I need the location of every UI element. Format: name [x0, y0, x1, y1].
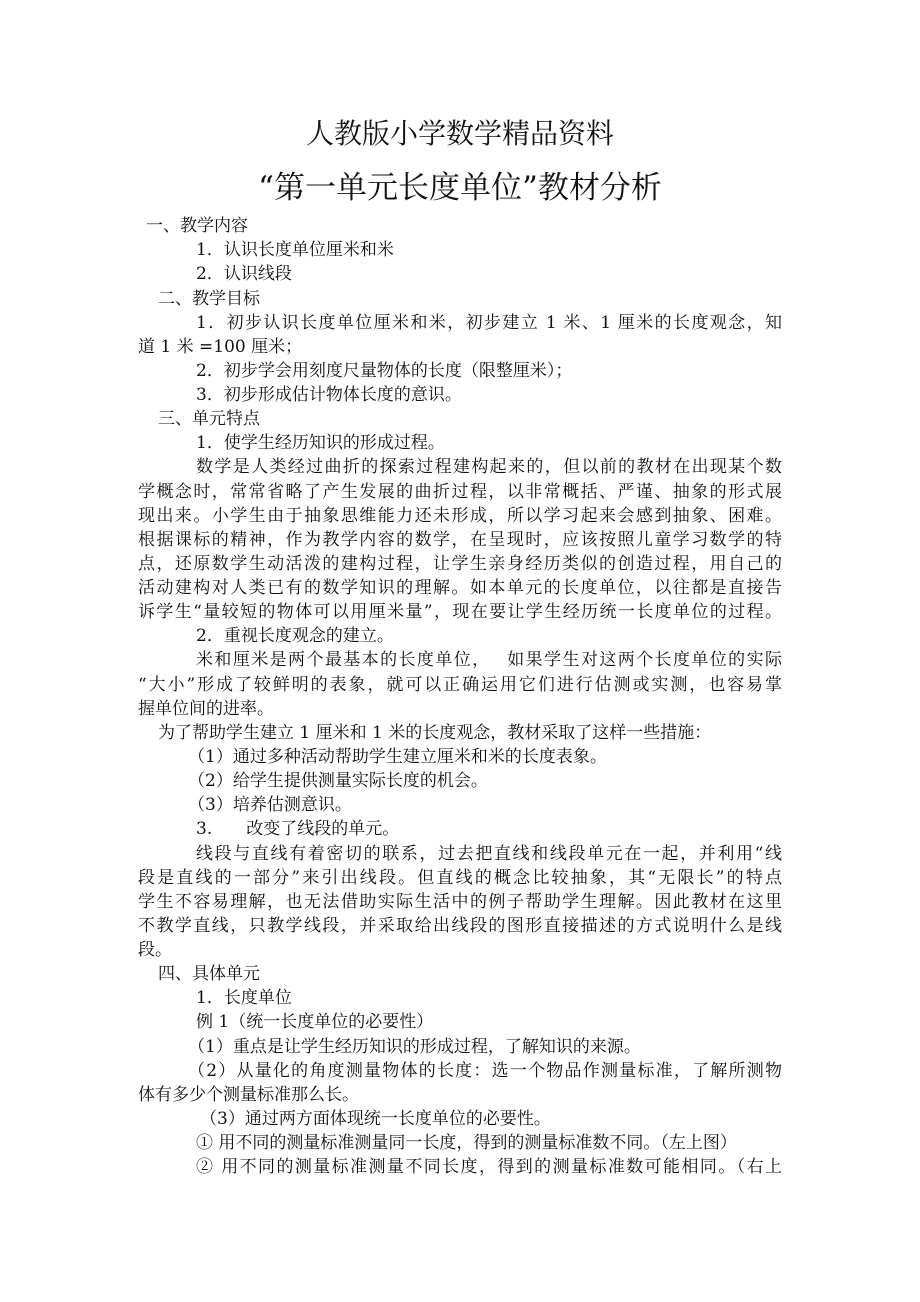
text-line: 线段与直线有着密切的联系，过去把直线和线段单元在一起，并利用“线 — [196, 844, 782, 864]
document-subtitle: “第一单元长度单位”教材分析 — [258, 170, 662, 206]
text-line: 体有多少个测量标准那么长。 — [138, 1085, 359, 1105]
text-line: 米和厘米是两个最基本的长度单位， 如果学生对这两个长度单位的实际 — [196, 650, 782, 670]
list-item: ① 用不同的测量标准测量同一长度，得到的测量标准数不同。（左上图） — [196, 1133, 737, 1153]
section-heading: 四、具体单元 — [158, 964, 260, 984]
text-line: 为了帮助学生建立 1 厘米和 1 米的长度观念，教材采取了这样一些措施： — [158, 723, 712, 743]
text-line: 段是直线的一部分”来引出线段。但直线的概念比较抽象，其“无限长”的特点 — [138, 868, 782, 888]
section-heading: 三、单元特点 — [158, 409, 260, 429]
list-item: 2．认识线段 — [196, 264, 292, 284]
list-item: 例 1（统一长度单位的必要性） — [196, 1012, 434, 1032]
text-line: 现出来。小学生由于抽象思维能力还未形成，所以学习起来会感到抽象、困难。 — [138, 506, 782, 526]
list-item: （2）给学生提供测量实际长度的机会。 — [188, 771, 488, 791]
text-line: 不教学直线，只教学线段，并采取给出线段的图形直接描述的方式说明什么是线 — [138, 916, 782, 936]
list-item: 1．使学生经历知识的形成过程。 — [196, 433, 445, 453]
text-line: 道 1 米 =100 厘米； — [138, 337, 303, 357]
text-line: 数学是人类经过曲折的探索过程建构起来的，但以前的教材在出现某个数 — [196, 457, 782, 477]
text-line: 1．初步认识长度单位厘米和米，初步建立 1 米、1 厘米的长度观念，知 — [196, 313, 782, 333]
section-heading: 一、教学内容 — [146, 216, 248, 236]
text-line: （2）从量化的角度测量物体的长度：选一个物品作测量标准，了解所测物 — [188, 1061, 782, 1081]
text-line: 学生不容易理解，也无法借助实际生活中的例子帮助学生理解。因此教材在这里 — [138, 892, 782, 912]
text-line: “大小”形成了较鲜明的表象，就可以正确运用它们进行估测或实测，也容易掌 — [138, 675, 782, 695]
text-line: 握单位间的进率。 — [138, 699, 274, 719]
list-item: 1．认识长度单位厘米和米 — [196, 240, 394, 260]
list-item: ② 用不同的测量标准测量不同长度，得到的测量标准数可能相同。（右上 — [196, 1157, 782, 1177]
text-line: 学概念时，常常省略了产生发展的曲折过程，以非常概括、严谨、抽象的形式展 — [138, 482, 782, 502]
section-heading: 二、教学目标 — [158, 289, 260, 309]
list-item: 3．初步形成估计物体长度的意识。 — [196, 385, 462, 405]
list-item: 2．初步学会用刻度尺量物体的长度（限整厘米）； — [196, 361, 573, 381]
list-item: （1）重点是让学生经历知识的形成过程，了解知识的来源。 — [188, 1037, 641, 1057]
text-line: 活动建构对人类已有的数学知识的理解。如本单元的长度单位，以往都是直接告 — [138, 578, 782, 598]
list-item: （3）培养估测意识。 — [188, 795, 352, 815]
list-item: （1）通过多种活动帮助学生建立厘米和米的长度表象。 — [188, 747, 607, 767]
list-item: 2．重视长度观念的建立。 — [196, 626, 394, 646]
text-line: 诉学生“量较短的物体可以用厘米量”，现在要让学生经历统一长度单位的过程。 — [138, 602, 782, 622]
text-line: 点，还原数学生动活泼的建构过程，让学生亲身经历类似的创造过程，用自己的 — [138, 554, 782, 574]
text-line: 根据课标的精神，作为教学内容的数学，在呈现时，应该按照儿童学习数学的特 — [138, 530, 782, 550]
document-title: 人教版小学数学精品资料 — [305, 117, 614, 150]
list-item: （3）通过两方面体现统一长度单位的必要性。 — [200, 1109, 551, 1129]
text-line: 段。 — [138, 940, 172, 960]
list-item: 3. 改变了线段的单元。 — [196, 819, 400, 839]
list-item: 1．长度单位 — [196, 988, 292, 1008]
